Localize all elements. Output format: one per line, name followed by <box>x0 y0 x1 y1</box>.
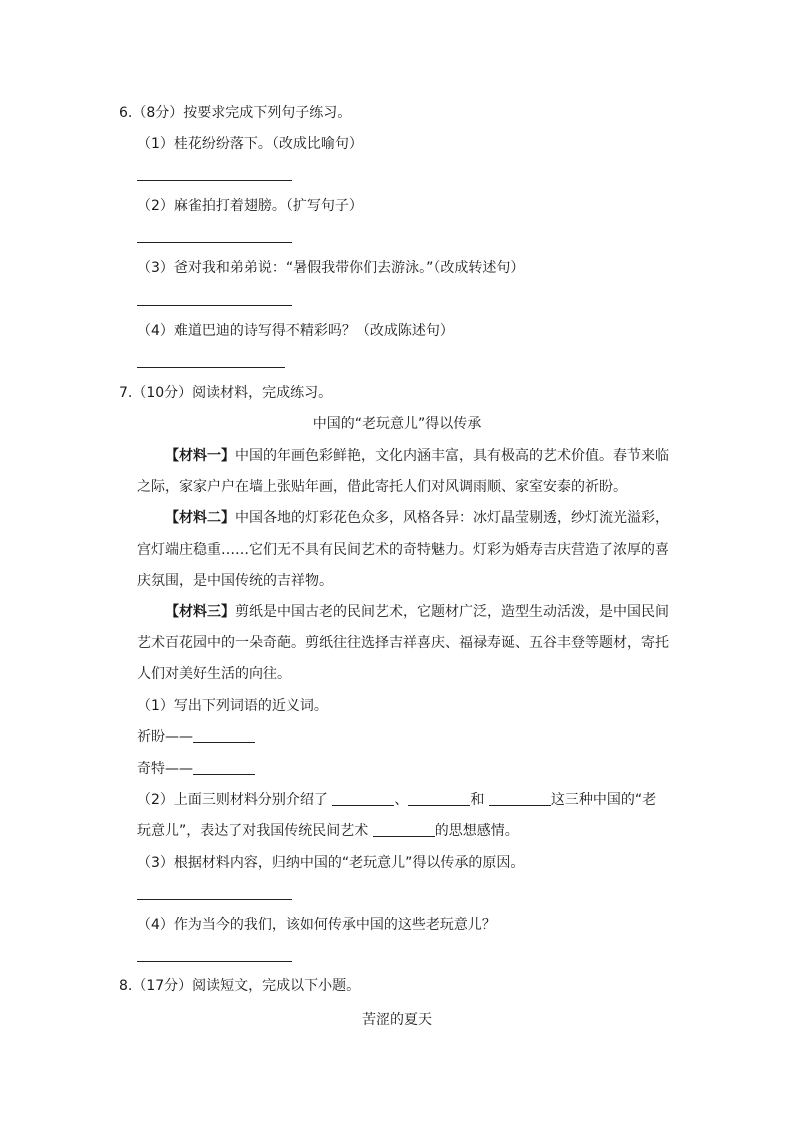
answer-line[interactable] <box>137 242 292 243</box>
material-3-label: 【材料三】 <box>165 604 235 620</box>
synonym-row-1: 祈盼—— <box>137 727 255 747</box>
q6-item-2: （2）麻雀拍打着翅膀。（扩写句子） <box>137 198 363 214</box>
q6-header: 6.（8分）按要求完成下列句子练习。 <box>119 105 352 121</box>
fill-blank[interactable] <box>489 791 551 806</box>
q8-header: 8.（17分）阅读短文，完成以下小题。 <box>119 978 361 994</box>
q7-sub-3: （3）根据材料内容，归纳中国的“老玩意儿”得以传承的原因。 <box>137 855 525 871</box>
answer-line[interactable] <box>137 961 292 962</box>
answer-line[interactable] <box>137 899 292 900</box>
answer-line[interactable] <box>137 305 292 306</box>
material-3-line-1: 【材料三】剪纸是中国古老的民间艺术，它题材广泛，造型生动活泼，是中国民间 <box>165 604 669 620</box>
answer-line[interactable] <box>137 180 292 181</box>
q7-sub-4: （4）作为当今的我们，该如何传承中国的这些老玩意儿？ <box>137 917 496 933</box>
q7-sub-1: （1）写出下列词语的近义词。 <box>137 698 328 714</box>
material-1-line-2: 之际，家家户户在墙上张贴年画，借此寄托人们对风调雨顺、家室安泰的祈盼。 <box>137 479 627 495</box>
fill-blank[interactable] <box>373 822 435 837</box>
q6-item-4: （4）难道巴迪的诗写得不精彩吗？（改成陈述句） <box>137 323 454 339</box>
synonym-row-2: 奇特—— <box>137 759 255 779</box>
q6-item-1: （1）桂花纷纷落下。（改成比喻句） <box>137 136 363 152</box>
material-2-line-3: 庆氛围，是中国传统的吉祥物。 <box>137 573 333 589</box>
material-3-line-3: 人们对美好生活的向往。 <box>137 666 291 682</box>
synonym-blank-2[interactable] <box>193 760 255 775</box>
material-3-line-2: 艺术百花园中的一朵奇葩。剪纸往往选择吉祥喜庆、福禄寿诞、五谷丰登等题材，寄托 <box>137 635 669 651</box>
answer-line[interactable] <box>137 367 285 368</box>
q6-item-3: （3）爸对我和弟弟说：“暑假我带你们去游泳。”（改成转述句） <box>137 260 525 276</box>
q7-material-title: 中国的“老玩意儿”得以传承 <box>312 416 482 432</box>
q7-sub-2-line-2: 玩意儿”，表达了对我国传统民间艺术 的思想感情。 <box>137 823 519 839</box>
material-1-label: 【材料一】 <box>165 448 235 464</box>
material-2-label: 【材料二】 <box>165 510 235 526</box>
material-2-line-2: 宫灯端庄稳重……它们无不具有民间艺术的奇特魅力。灯彩为婚寿吉庆营造了浓厚的喜 <box>137 542 669 558</box>
fill-blank[interactable] <box>408 791 470 806</box>
material-1-line-1: 【材料一】中国的年画色彩鲜艳，文化内涵丰富，具有极高的艺术价值。春节来临 <box>165 448 669 464</box>
q8-article-title: 苦涩的夏天 <box>362 1012 432 1028</box>
q7-header: 7.（10分）阅读材料，完成练习。 <box>119 385 333 401</box>
synonym-blank-1[interactable] <box>193 728 255 743</box>
material-2-line-1: 【材料二】中国各地的灯彩花色众多，风格各异：冰灯晶莹剔透，纱灯流光溢彩， <box>165 510 669 526</box>
fill-blank[interactable] <box>332 791 394 806</box>
q7-sub-2-line-1: （2）上面三则材料分别介绍了 、 和 这三种中国的“老 <box>137 792 657 808</box>
